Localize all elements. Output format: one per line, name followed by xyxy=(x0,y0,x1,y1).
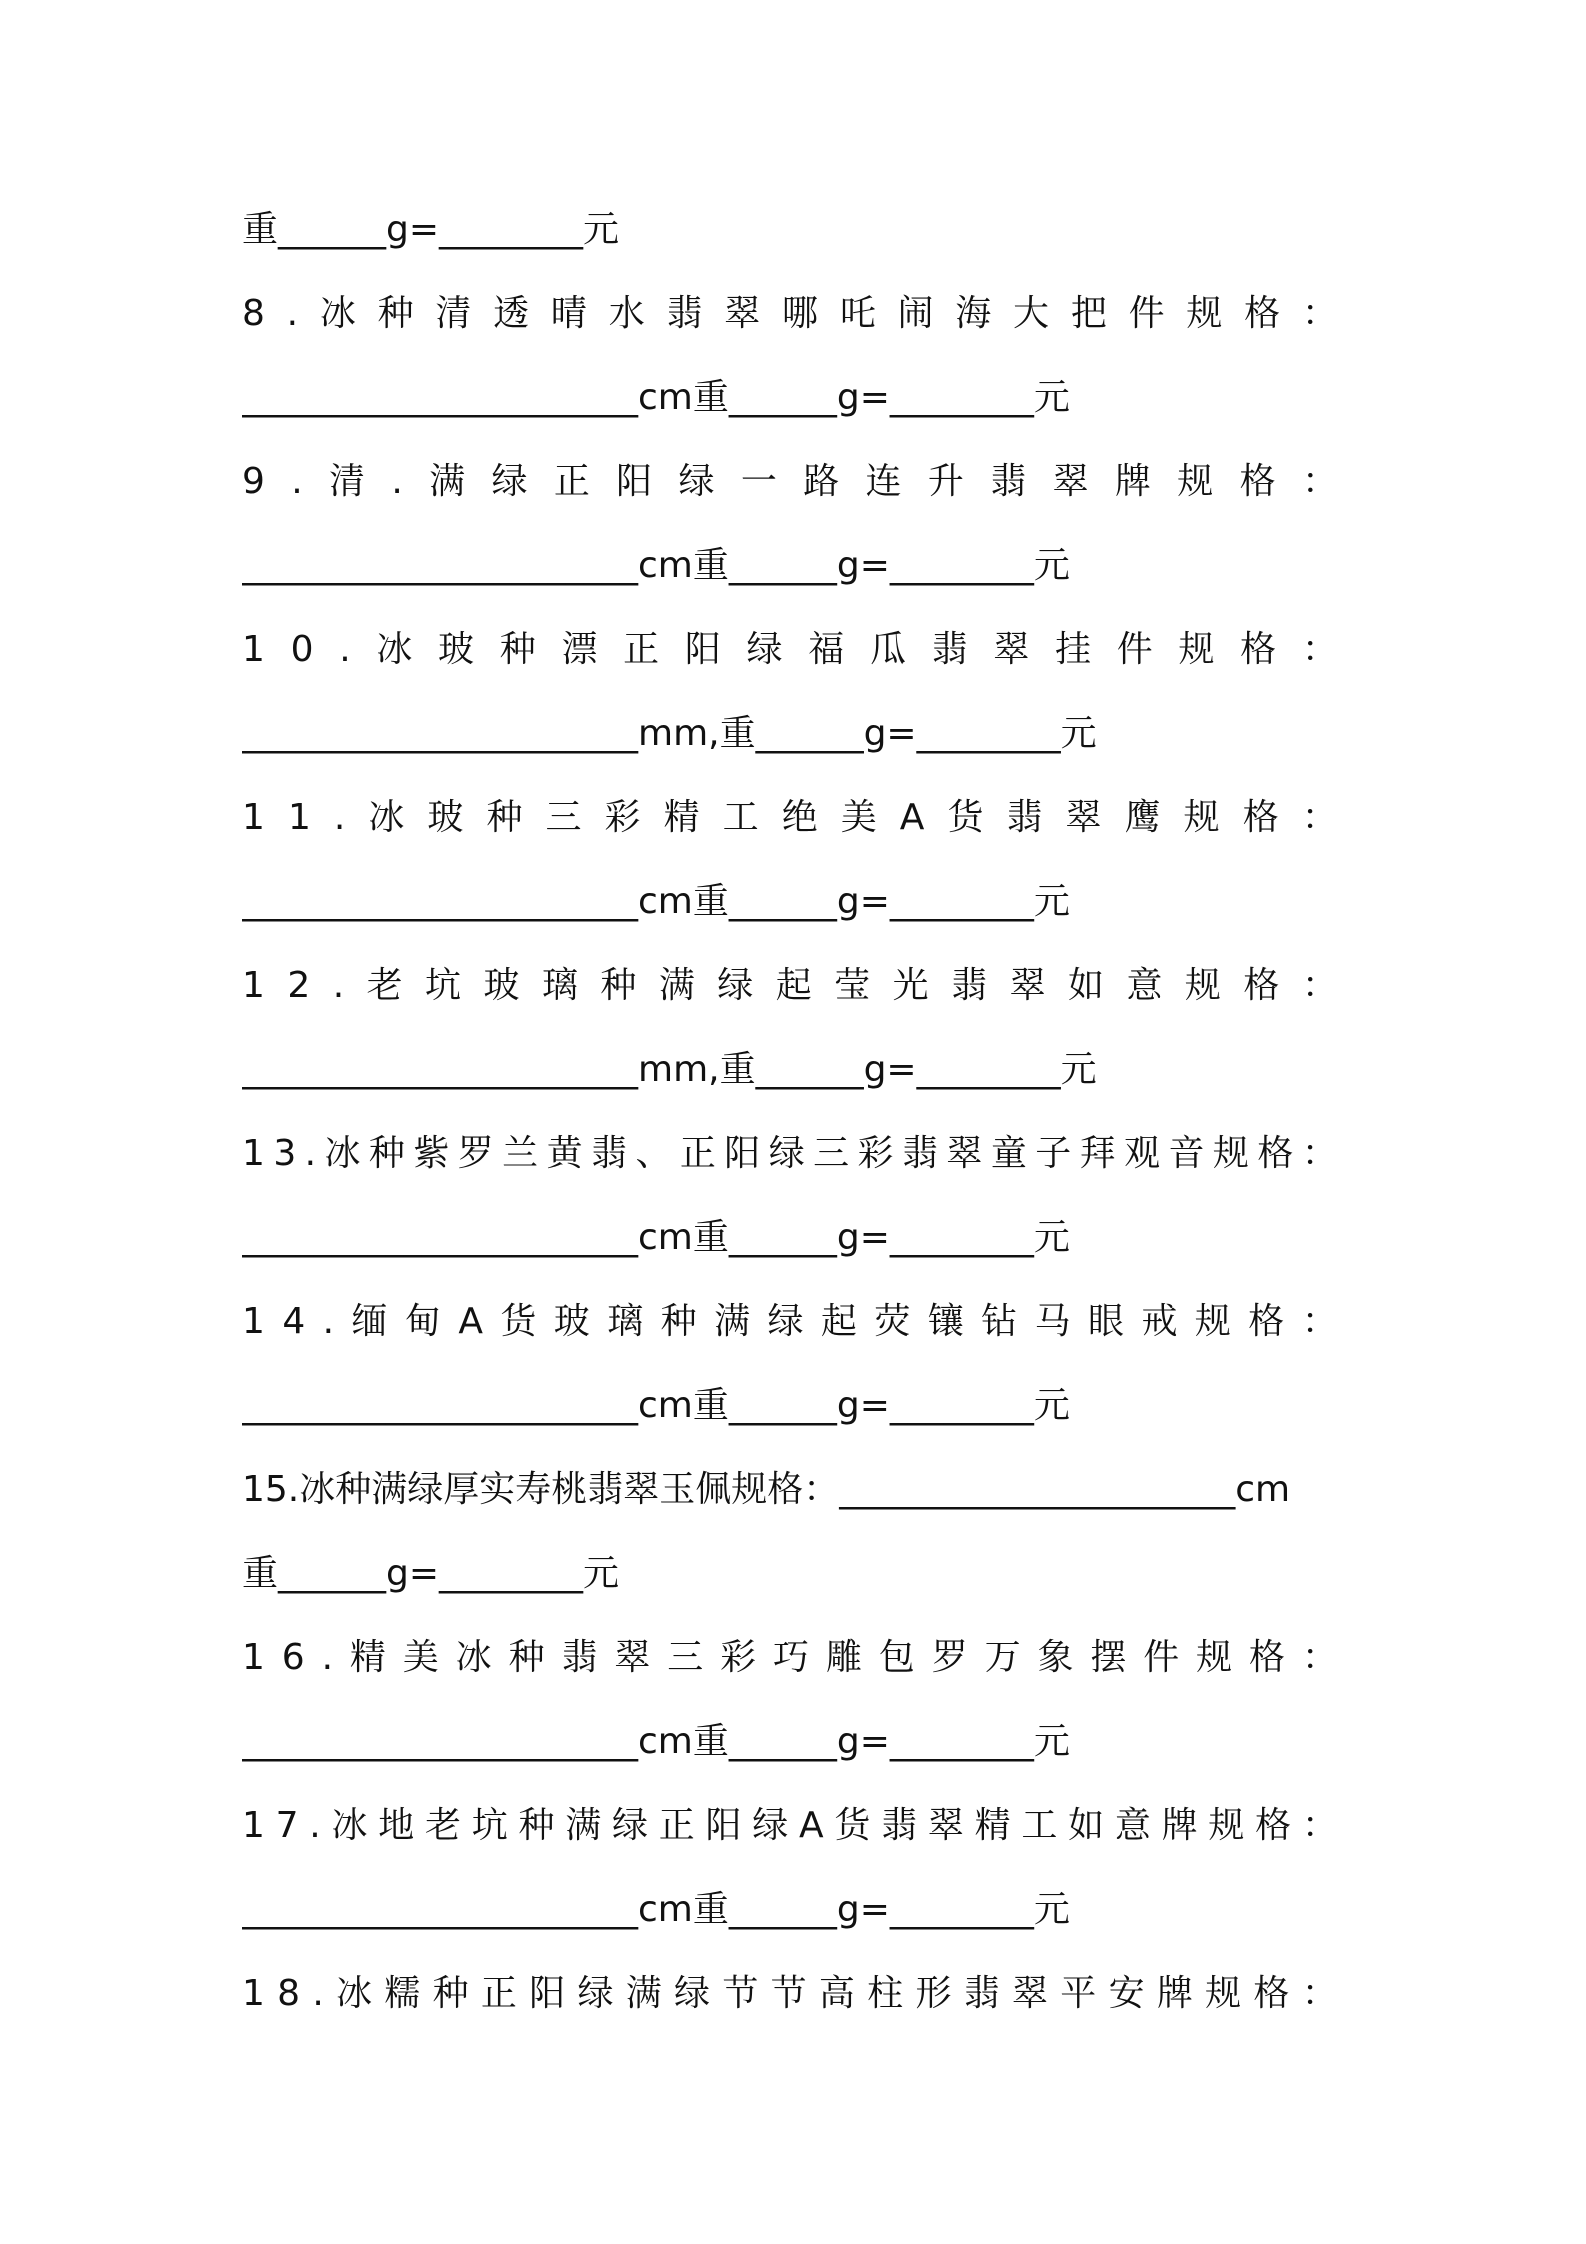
text-line-7: ______________________mm,重______g=________元 xyxy=(242,713,1097,754)
text-line-15: ______________________cm重______g=________元 xyxy=(242,1385,1070,1426)
text-line-19: ______________________cm重______g=________元 xyxy=(242,1721,1070,1762)
text-line-5: ______________________cm重______g=________元 xyxy=(242,545,1070,586)
text-line-10: 1 2 . 老 坑 玻 璃 种 满 绿 起 莹 光 翡 翠 如 意 规 格 ： xyxy=(242,965,1338,1006)
text-line-4: 9 . 清 . 满 绿 正 阳 绿 一 路 连 升 翡 翠 牌 规 格 ： xyxy=(242,461,1338,502)
text-line-14: 1 4 . 缅 甸 A 货 玻 璃 种 满 绿 起 荧 镶 钻 马 眼 戒 规 格 ： xyxy=(242,1301,1338,1342)
text-line-17: 重______g=________元 xyxy=(242,1553,620,1594)
text-line-20: 1 7 . 冰 地 老 坑 种 满 绿 正 阳 绿 A 货 翡 翠 精 工 如 意 牌 规 格 ： xyxy=(242,1805,1338,1846)
text-line-16: 15.冰种满绿厚实寿桃翡翠玉佩规格：______________________cm xyxy=(242,1469,1291,1510)
text-line-9: ______________________cm重______g=________元 xyxy=(242,881,1070,922)
text-line-8: 1 1 . 冰 玻 种 三 彩 精 工 绝 美 A 货 翡 翠 鹰 规 格 ： xyxy=(242,797,1338,838)
text-line-13: ______________________cm重______g=________元 xyxy=(242,1217,1070,1258)
text-line-18: 1 6 . 精 美 冰 种 翡 翠 三 彩 巧 雕 包 罗 万 象 摆 件 规 格 ： xyxy=(242,1637,1338,1678)
text-line-3: ______________________cm重______g=________元 xyxy=(242,377,1070,418)
text-line-2: 8 . 冰 种 清 透 晴 水 翡 翠 哪 吒 闹 海 大 把 件 规 格 ： xyxy=(242,293,1338,334)
text-line-11: ______________________mm,重______g=________元 xyxy=(242,1049,1097,1090)
text-line-22: 1 8 . 冰 糯 种 正 阳 绿 满 绿 节 节 高 柱 形 翡 翠 平 安 牌 规 格 ： xyxy=(242,1973,1338,2014)
text-line-1: 重______g=________元 xyxy=(242,209,620,250)
text-line-6: 1 0 . 冰 玻 种 漂 正 阳 绿 福 瓜 翡 翠 挂 件 规 格 ： xyxy=(242,629,1338,670)
text-line-21: ______________________cm重______g=________元 xyxy=(242,1889,1070,1930)
text-line-12: 1 3 . 冰 种 紫 罗 兰 黄 翡 、 正 阳 绿 三 彩 翡 翠 童 子 拜 观 音 规 格 ： xyxy=(242,1133,1338,1174)
